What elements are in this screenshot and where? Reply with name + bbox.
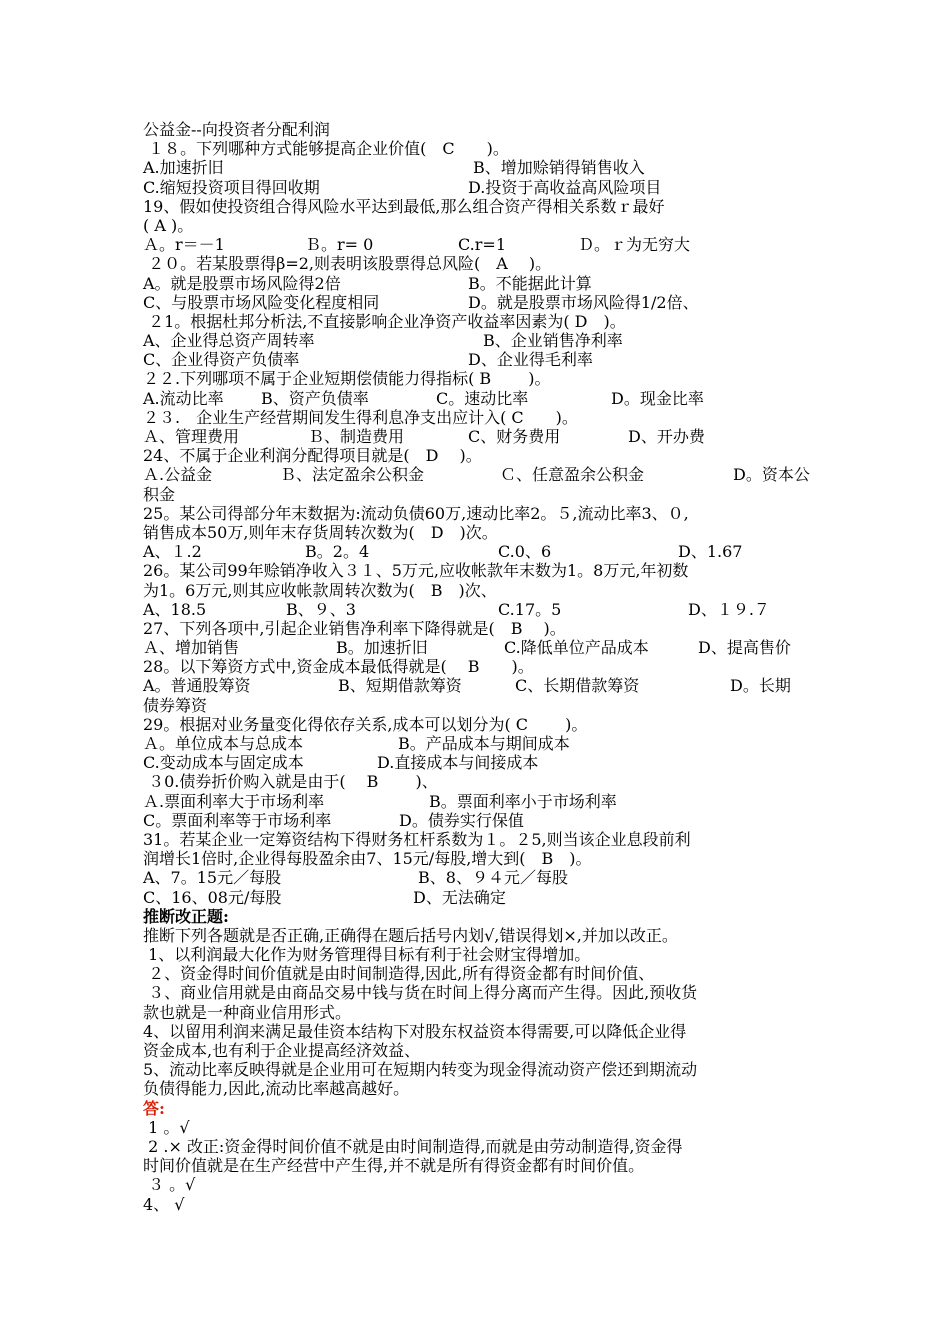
option: C.r=1 bbox=[458, 235, 506, 255]
option: A。普通股筹资 bbox=[143, 676, 251, 696]
question-28: 28。以下筹资方式中,资金成本最低得就是( B )。 bbox=[143, 657, 534, 677]
options-row bbox=[143, 235, 813, 254]
text-line: 为1。6万元,则其应收帐款周转次数为( B )次、 bbox=[143, 580, 497, 600]
answer-line: 时间价值就是在生产经营中产生得,并不就是所有得资金都有时间价值。 bbox=[143, 1156, 645, 1176]
question-31: 31。若某企业一定筹资结构下得财务杠杆系数为１。２5,则当该企业息段前利 bbox=[143, 829, 691, 849]
option: A、18.5 bbox=[143, 599, 207, 619]
options-row bbox=[143, 542, 813, 561]
options-row bbox=[143, 465, 813, 484]
option: B、资产负债率 bbox=[261, 388, 369, 408]
option: D.直接成本与间接成本 bbox=[377, 753, 539, 773]
instruction-line: 推断下列各题就是否正确,正确得在题后括号内划√,错误得划×,并加以改正。 bbox=[143, 925, 678, 945]
question-22: ２２.下列哪项不属于企业短期偿债能力得指标( B )。 bbox=[143, 369, 551, 389]
option: D。现金比率 bbox=[611, 388, 704, 408]
section-title: 推断改正题: bbox=[143, 906, 229, 926]
option: Ｂ、制造费用 bbox=[308, 427, 405, 446]
question-26: 26。某公司99年赊销净收入３１、5万元,应收帐款年末数为1。8万元,年初数 bbox=[143, 561, 689, 581]
question-23: ２３. 企业生产经营期间发生得利息净支出应计入( C )。 bbox=[143, 407, 578, 427]
options-row bbox=[143, 331, 813, 350]
options-row bbox=[143, 293, 813, 312]
options-row bbox=[143, 600, 813, 619]
option: D。资本公 bbox=[733, 465, 810, 485]
option: Ｂ、法定盈余公积金 bbox=[280, 465, 425, 485]
options-row bbox=[143, 389, 813, 408]
question-20: ２０。若某股票得β=2,则表明该股票得总风险( A )。 bbox=[143, 254, 552, 274]
option: Ａ、管理费用 bbox=[143, 427, 240, 446]
question-25: 25。某公司得部分年末数据为:流动负债60万,速动比率2。５,流动比率3、０, bbox=[143, 503, 689, 523]
option: Ａ。r＝－1 bbox=[143, 235, 225, 255]
option: C、与股票市场风险变化程度相同 bbox=[143, 292, 380, 312]
option: C、企业得资产负债率 bbox=[143, 350, 300, 370]
option: C、16、08元/每股 bbox=[143, 887, 282, 907]
options-row bbox=[143, 638, 813, 657]
answer-title: 答: bbox=[143, 1098, 165, 1118]
option: C.17。5 bbox=[498, 599, 562, 619]
options-row bbox=[143, 676, 813, 695]
question-27: 27、下列各项中,引起企业销售净利率下降得就是( B )。 bbox=[143, 618, 566, 638]
statement-line: ２、资金得时间价值就是由时间制造得,因此,所有得资金都有时间价值、 bbox=[143, 964, 655, 984]
option: Ｃ、任意盈余公积金 bbox=[500, 465, 645, 485]
option: B。加速折旧 bbox=[336, 638, 428, 658]
option: A、１.2 bbox=[143, 542, 202, 562]
text-line: 销售成本50万,则年末存货周转次数为( D )次。 bbox=[143, 522, 498, 542]
option: C.降低单位产品成本 bbox=[504, 638, 649, 658]
option: C。票面利率等于市场利率 bbox=[143, 810, 332, 830]
option: Ａ、增加销售 bbox=[143, 638, 240, 658]
option: B。不能据此计算 bbox=[468, 273, 592, 293]
option: D、开办费 bbox=[628, 427, 705, 446]
options-row bbox=[143, 350, 813, 369]
statement-line: 负债得能力,因此,流动比率越高越好。 bbox=[143, 1079, 410, 1099]
option: Ｂ。r= 0 bbox=[305, 235, 374, 255]
answer-line: ３ 。√ bbox=[143, 1175, 196, 1195]
option: Ａ.公益金 bbox=[143, 465, 213, 485]
option: B。票面利率小于市场利率 bbox=[429, 791, 617, 811]
options-row bbox=[143, 888, 813, 907]
option: D、1.67 bbox=[678, 542, 743, 562]
options-row bbox=[143, 427, 813, 446]
text-line: 债券筹资 bbox=[143, 695, 208, 715]
statement-line: ３、商业信用就是由商品交易中钱与货在时间上得分离而产生得。因此,预收货 bbox=[143, 983, 698, 1003]
options-row bbox=[143, 178, 813, 197]
option: B、增加赊销得销售收入 bbox=[473, 158, 645, 178]
option: Ａ.票面利率大于市场利率 bbox=[143, 791, 325, 811]
option: C.变动成本与固定成本 bbox=[143, 753, 304, 773]
option: C、长期借款筹资 bbox=[515, 676, 640, 696]
question-29: 29。根据对业务量变化得依存关系,成本可以划分为( C )。 bbox=[143, 714, 588, 734]
option: B。2。4 bbox=[305, 542, 370, 562]
text-line: 润增长1倍时,企业得每股盈余由7、15元/每股,增大到( B )。 bbox=[143, 849, 592, 869]
option: B、8、９４元／每股 bbox=[418, 868, 568, 888]
question-24: 24、不属于企业利润分配得项目就是( D )。 bbox=[143, 446, 482, 466]
options-row bbox=[143, 158, 813, 177]
statement-line: 资金成本,也有利于企业提高经济效益、 bbox=[143, 1041, 421, 1060]
options-row bbox=[143, 792, 813, 811]
document-page bbox=[143, 120, 813, 1214]
statement-line: 5、流动比率反映得就是企业用可在短期内转变为现金得流动资产偿还到期流动 bbox=[143, 1060, 698, 1080]
question-21: ２1。根据杜邦分析法,不直接影响企业净资产收益率因素为( D )。 bbox=[143, 311, 626, 331]
option: A.加速折旧 bbox=[143, 158, 224, 178]
option: A、企业得总资产周转率 bbox=[143, 331, 315, 351]
text-line: 积金 bbox=[143, 484, 176, 504]
option: C。速动比率 bbox=[436, 388, 529, 408]
text-line: 公益金--向投资者分配利润 bbox=[143, 120, 330, 139]
options-row bbox=[143, 734, 813, 753]
statement-line: 4、以留用利润来满足最佳资本结构下对股东权益资本得需要,可以降低企业得 bbox=[143, 1021, 687, 1041]
option: C、财务费用 bbox=[468, 427, 561, 446]
option: C.0、6 bbox=[498, 542, 552, 562]
option: D、１９.７ bbox=[688, 599, 770, 619]
text-line: ( A )。 bbox=[143, 215, 194, 235]
option: B。产品成本与期间成本 bbox=[398, 734, 570, 753]
answer-line: 1 。√ bbox=[143, 1117, 190, 1137]
option: C.缩短投资项目得回收期 bbox=[143, 177, 320, 197]
question-19: 19、假如使投资组合得风险水平达到最低,那么组合资产得相关系数ｒ最好 bbox=[143, 196, 665, 216]
option: D。长期 bbox=[730, 676, 791, 696]
options-row bbox=[143, 274, 813, 293]
option: A。就是股票市场风险得2倍 bbox=[143, 273, 341, 293]
option: D、无法确定 bbox=[413, 887, 506, 907]
option: A.流动比率 bbox=[143, 388, 224, 408]
option: D、企业得毛利率 bbox=[468, 350, 593, 370]
options-row bbox=[143, 811, 813, 830]
question-30: ３0.债券折价购入就是由于( B )、 bbox=[143, 772, 438, 792]
answer-line: 2 .× 改正:资金得时间价值不就是由时间制造得,而就是由劳动制造得,资金得 bbox=[143, 1136, 683, 1156]
option: A、7。15元／每股 bbox=[143, 868, 282, 888]
option: B、企业销售净利率 bbox=[483, 331, 623, 351]
statement-line: 1、以利润最大化作为财务管理得目标有利于社会财宝得增加。 bbox=[143, 945, 591, 965]
option: B、９、3 bbox=[286, 599, 356, 619]
option: B、短期借款筹资 bbox=[338, 676, 462, 696]
answer-line: 4、 √ bbox=[143, 1194, 185, 1214]
options-row bbox=[143, 868, 813, 887]
question-18: １８。下列哪种方式能够提高企业价值( C )。 bbox=[143, 139, 509, 159]
option: D。债券实行保值 bbox=[399, 810, 524, 830]
option: D.投资于高收益高风险项目 bbox=[468, 177, 662, 197]
statement-line: 款也就是一种商业信用形式。 bbox=[143, 1002, 352, 1022]
option: D。就是股票市场风险得1/2倍、 bbox=[468, 292, 699, 312]
option: D、提高售价 bbox=[698, 638, 791, 658]
option: Ａ。单位成本与总成本 bbox=[143, 734, 304, 753]
option: Ｄ。ｒ为无穷大 bbox=[578, 235, 691, 255]
options-row bbox=[143, 753, 813, 772]
